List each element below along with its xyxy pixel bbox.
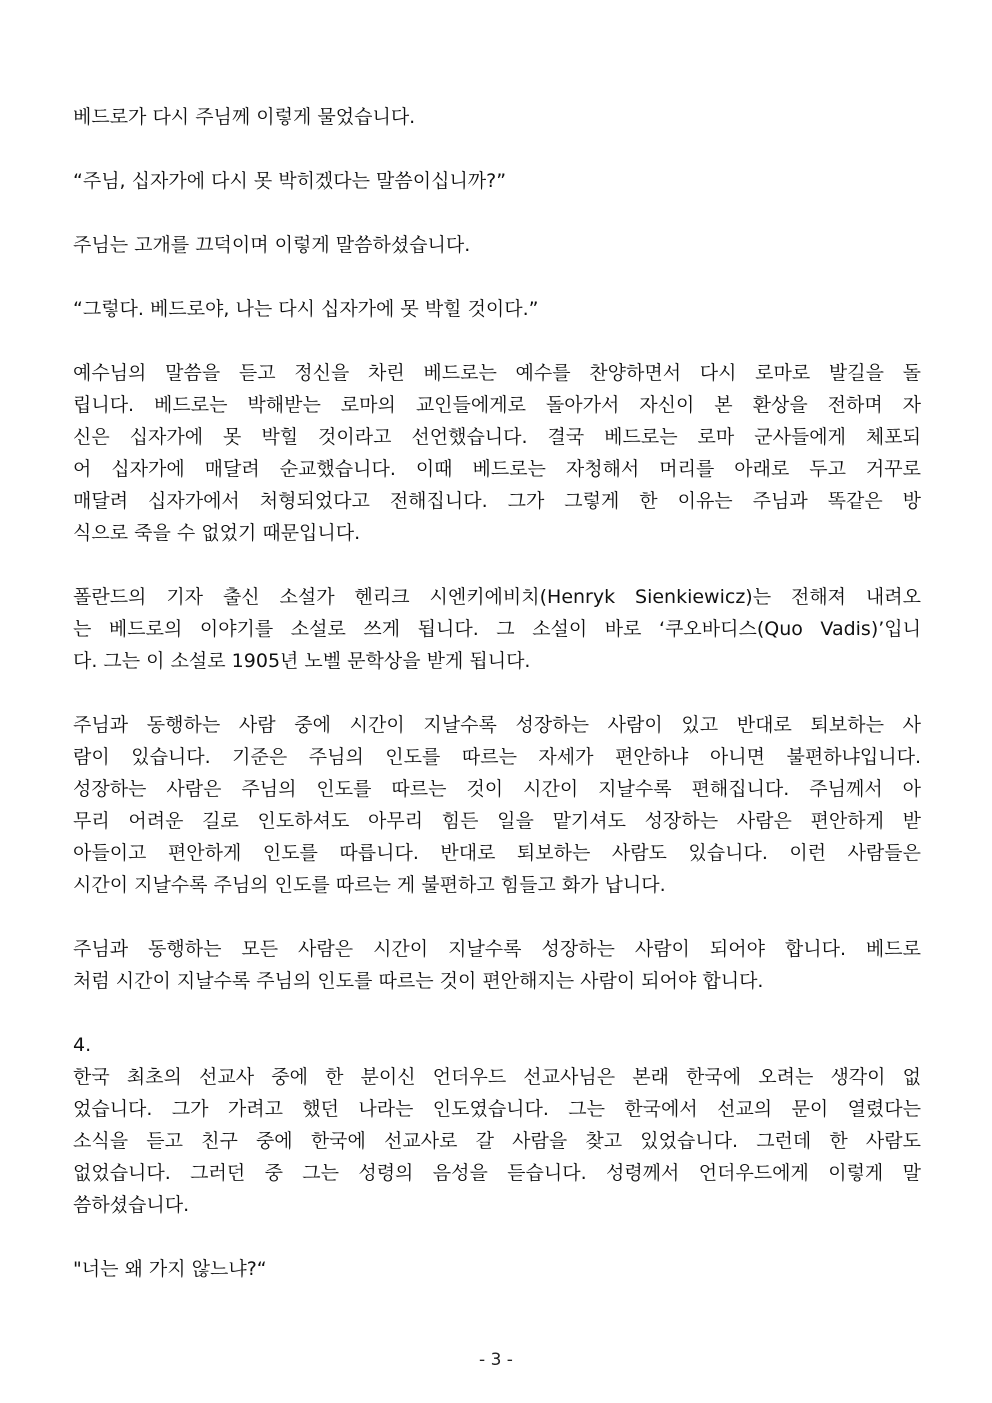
text-line: 매달려 십자가에서 처형되었다고 전해집니다. 그가 그렇게 한 이유는 주님과 똑같은 방 bbox=[73, 490, 921, 512]
text-line: 폴란드의 기자 출신 소설가 헨리크 시엔키에비치(Henryk Sienkiewicz)는 전해져 내려오 bbox=[73, 586, 921, 608]
document-body bbox=[73, 101, 921, 1285]
text-line: 무리 어려운 길로 인도하셔도 아무리 힘든 일을 맡기셔도 성장하는 사람은 편안하게 받 bbox=[73, 810, 921, 832]
text-line: 처럼 시간이 지날수록 주님의 인도를 따르는 것이 편안해지는 사람이 되어야 합니다. bbox=[73, 970, 764, 992]
text-line: 어 십자가에 매달려 순교했습니다. 이때 베드로는 자청해서 머리를 아래로 두고 거꾸로 bbox=[73, 458, 921, 480]
text-line: 아들이고 편안하게 인도를 따릅니다. 반대로 퇴보하는 사람도 있습니다. 이런 사람들은 bbox=[73, 842, 921, 864]
page-number: - 3 - bbox=[479, 1350, 513, 1370]
text-line: 소식을 듣고 친구 중에 한국에 선교사로 갈 사람을 찾고 있었습니다. 그런데 한 사람도 bbox=[73, 1130, 921, 1152]
paragraph bbox=[73, 1061, 921, 1221]
text-line: 성장하는 사람은 주님의 인도를 따르는 것이 시간이 지날수록 편해집니다. 주님께서 아 bbox=[73, 778, 921, 800]
text-line: 씀하셨습니다. bbox=[73, 1194, 190, 1216]
section-number: 4. bbox=[73, 1034, 92, 1056]
text-line: 주님과 동행하는 사람 중에 시간이 지날수록 성장하는 사람이 있고 반대로 퇴보하는 사 bbox=[73, 714, 921, 736]
text-line: 베드로가 다시 주님께 이렇게 물었습니다. bbox=[73, 106, 416, 128]
text-line: 는 베드로의 이야기를 소설로 쓰게 됩니다. 그 소설이 바로 ‘쿠오바디스(Quo Vadis)’입니 bbox=[73, 618, 921, 640]
text-line: “그렇다. 베드로야, 나는 다시 십자가에 못 박힐 것이다.” bbox=[73, 298, 539, 320]
paragraph bbox=[73, 933, 921, 997]
text-line: 한국 최초의 선교사 중에 한 분이신 언더우드 선교사님은 본래 한국에 오려는 생각이 없 bbox=[73, 1066, 921, 1088]
text-line: 예수님의 말씀을 듣고 정신을 차린 베드로는 예수를 찬양하면서 다시 로마로 발길을 돌 bbox=[73, 362, 921, 384]
paragraph bbox=[73, 357, 921, 549]
text-line: 주님는 고개를 끄덕이며 이렇게 말씀하셨습니다. bbox=[73, 234, 471, 256]
text-line: 시간이 지날수록 주님의 인도를 따르는 게 불편하고 힘들고 화가 납니다. bbox=[73, 874, 666, 896]
paragraph bbox=[73, 709, 921, 901]
text-line: 람이 있습니다. 기준은 주님의 인도를 따르는 자세가 편안하냐 아니면 불편하냐입니다. bbox=[73, 746, 921, 768]
text-line: 주님과 동행하는 모든 사람은 시간이 지날수록 성장하는 사람이 되어야 합니다. 베드로 bbox=[73, 938, 921, 960]
text-line: 다. 그는 이 소설로 1905년 노벨 문학상을 받게 됩니다. bbox=[73, 650, 531, 672]
text-line: 신은 십자가에 못 박힐 것이라고 선언했습니다. 결국 베드로는 로마 군사들에게 체포되 bbox=[73, 426, 921, 448]
text-line: "너는 왜 가지 않느냐?“ bbox=[73, 1258, 267, 1280]
text-line: 없었습니다. 그러던 중 그는 성령의 음성을 듣습니다. 성령께서 언더우드에게 이렇게 말 bbox=[73, 1162, 921, 1184]
text-line: 식으로 죽을 수 없었기 때문입니다. bbox=[73, 522, 361, 544]
text-line: 립니다. 베드로는 박해받는 로마의 교인들에게로 돌아가서 자신이 본 환상을 전하며 자 bbox=[73, 394, 921, 416]
text-line: 었습니다. 그가 가려고 했던 나라는 인도였습니다. 그는 한국에서 선교의 문이 열렸다는 bbox=[73, 1098, 921, 1120]
paragraph bbox=[73, 581, 921, 677]
text-line: “주님, 십자가에 다시 못 박히겠다는 말씀이십니까?” bbox=[73, 170, 507, 192]
